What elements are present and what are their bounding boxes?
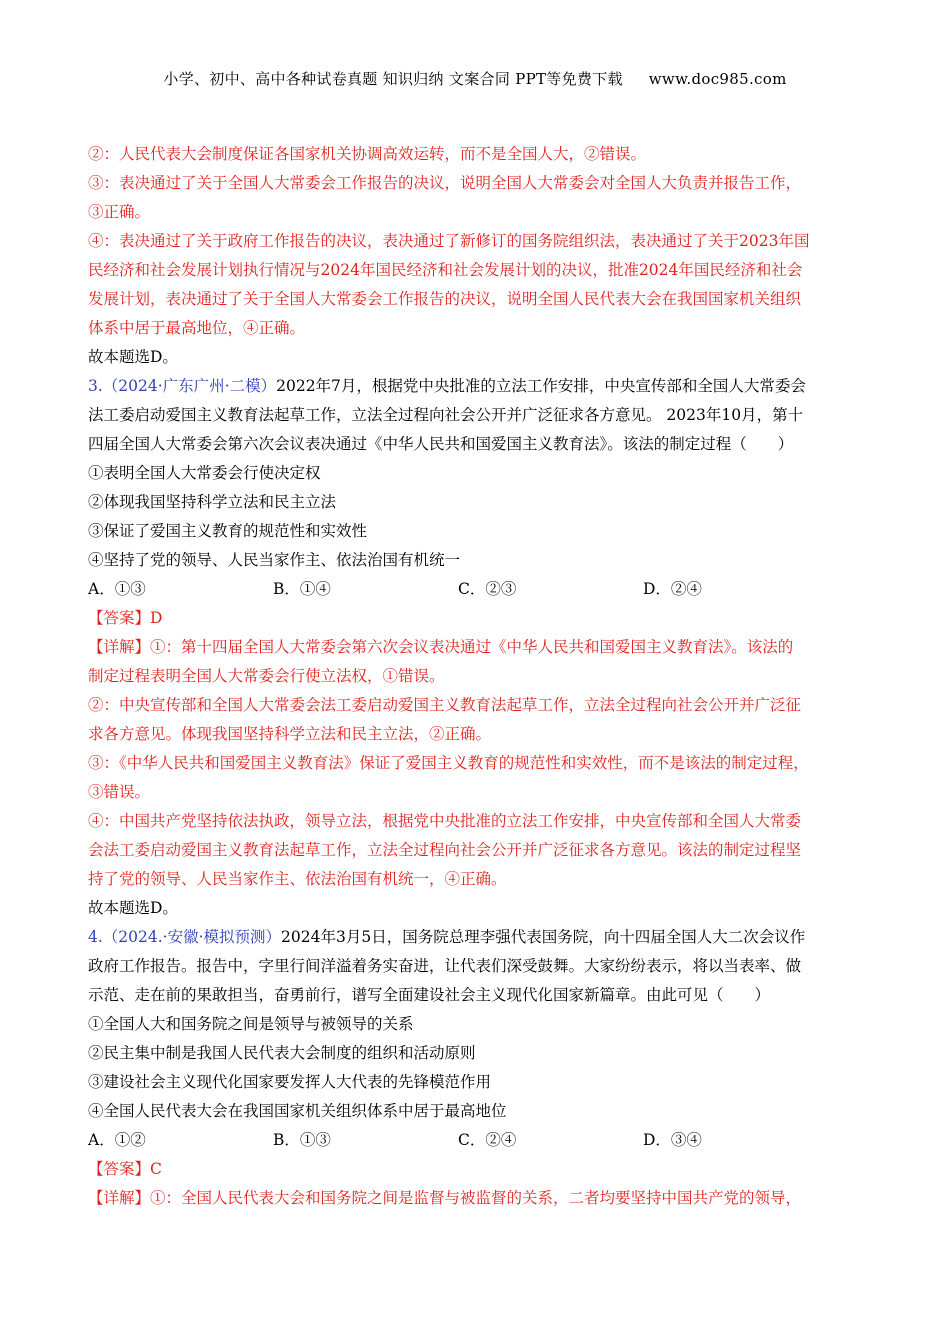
document-content [88, 140, 868, 1213]
option-d[interactable]: D．③④ [643, 1131, 702, 1149]
statement-item: ②民主集中制是我国人民代表大会制度的组织和活动原则 [88, 1044, 476, 1062]
question-stem-line: 示范、走在前的果敢担当，奋勇前行，谱写全面建设社会主义现代化国家新篇章。由此可见（ ） [88, 986, 771, 1004]
question-source: （2024.·安徽·模拟预测） [102, 928, 282, 946]
detail-text: ①：第十四届全国人大常委会第六次会议表决通过《中华人民共和国爱国主义教育法》。该法的 [150, 638, 794, 656]
detail-first-line [88, 633, 868, 662]
explanation-line: ④：表决通过了关于政府工作报告的决议，表决通过了新修订的国务院组织法，表决通过了关于2023年国 [88, 232, 810, 250]
explanation-line: ③正确。 [88, 203, 151, 221]
answer-label: 【答案】 [88, 1160, 151, 1178]
question-number: 3. [88, 377, 103, 395]
answer-label: 【答案】 [88, 609, 151, 627]
question-3 [88, 372, 868, 923]
option-a[interactable]: A．①② [88, 1131, 146, 1149]
detail-text: ①：全国人民代表大会和国务院之间是监督与被监督的关系，二者均要坚持中国共产党的领导， [150, 1189, 802, 1207]
statement-item: ③保证了爱国主义教育的规范性和实效性 [88, 522, 368, 540]
question-stem-line: 政府工作报告。报告中，字里行间洋溢着务实奋进，让代表们深受鼓舞。大家纷纷表示，将以当表率、做 [88, 957, 802, 975]
question-stem-line: 四届全国人大常委会第六次会议表决通过《中华人民共和国爱国主义教育法》。该法的制定过程（ ） [88, 435, 794, 453]
explanation-line: ③：表决通过了关于全国人大常委会工作报告的决议，说明全国人大常委会对全国人大负责并报告工作， [88, 174, 802, 192]
detail-line: ②：中央宣传部和全国人大常委会法工委启动爱国主义教育法起草工作，立法全过程向社会公开并广泛征 [88, 696, 802, 714]
question-number: 4. [88, 928, 103, 946]
detail-line: 制定过程表明全国人大常委会行使立法权，①错误。 [88, 667, 445, 685]
statement-item: ②体现我国坚持科学立法和民主立法 [88, 493, 337, 511]
statement-item: ④全国人民代表大会在我国国家机关组织体系中居于最高地位 [88, 1102, 507, 1120]
answer-options [88, 1126, 868, 1155]
question-stem-line: 法工委启动爱国主义教育法起草工作，立法全过程向社会公开并广泛征求各方意见。 2023年10月，第十 [88, 406, 804, 424]
option-c[interactable]: C．②④ [458, 1131, 517, 1149]
q2-conclusion: 故本题选D。 [88, 348, 178, 366]
explanation-line: 体系中居于最高地位，④正确。 [88, 319, 306, 337]
answer-value: C [150, 1160, 162, 1178]
option-d[interactable]: D．②④ [643, 580, 702, 598]
detail-line: ③错误。 [88, 783, 151, 801]
answer-line [88, 604, 868, 633]
detail-first-line [88, 1184, 868, 1213]
detail-line: 求各方意见。体现我国坚持科学立法和民主立法，②正确。 [88, 725, 492, 743]
question-stem: 2024年3月5日，国务院总理李强代表国务院，向十四届全国人大二次会议作 [281, 928, 806, 946]
explanation-line: 发展计划，表决通过了关于全国人大常委会工作报告的决议，说明全国人民代表大会在我国国家机关组织 [88, 290, 802, 308]
q2-explanation [88, 140, 868, 343]
header-url[interactable]: www.doc985.com [648, 70, 787, 88]
question-stem: 2022年7月，根据党中央批准的立法工作安排，中央宣传部和全国人大常委会 [276, 377, 806, 395]
statement-item: ④坚持了党的领导、人民当家作主、依法治国有机统一 [88, 551, 461, 569]
answer-value: D [150, 609, 163, 627]
explanation-line: ②：人民代表大会制度保证各国家机关协调高效运转，而不是全国人大，②错误。 [88, 145, 647, 163]
option-b[interactable]: B．①④ [273, 580, 331, 598]
detail-line: 持了党的领导、人民当家作主、依法治国有机统一，④正确。 [88, 870, 507, 888]
detail-line: ③：《中华人民共和国爱国主义教育法》保证了爱国主义教育的规范性和实效性，而不是该法的制定过程， [88, 754, 809, 772]
answer-options [88, 575, 868, 604]
statement-item: ①全国人大和国务院之间是领导与被领导的关系 [88, 1015, 414, 1033]
detail-label: 【详解】 [88, 638, 151, 656]
option-b[interactable]: B．①③ [273, 1131, 331, 1149]
q3-conclusion: 故本题选D。 [88, 899, 178, 917]
question-source: （2024·广东广州·二模） [102, 377, 277, 395]
statement-item: ③建设社会主义现代化国家要发挥人大代表的先锋模范作用 [88, 1073, 492, 1091]
detail-line: 会法工委启动爱国主义教育法起草工作，立法全过程向社会公开并广泛征求各方意见。该法的制定过程坚 [88, 841, 802, 859]
answer-line [88, 1155, 868, 1184]
statement-item: ①表明全国人大常委会行使决定权 [88, 464, 321, 482]
page-header [0, 68, 950, 89]
question-4 [88, 923, 868, 1213]
explanation-line: 民经济和社会发展计划执行情况与2024年国民经济和社会发展计划的决议，批准2024年国民经济和社会 [88, 261, 803, 279]
option-a[interactable]: A．①③ [88, 580, 146, 598]
header-text: 小学、初中、高中各种试卷真题 知识归纳 文案合同 PPT等免费下载 [163, 70, 623, 88]
detail-line: ④：中国共产党坚持依法执政，领导立法，根据党中央批准的立法工作安排，中央宣传部和全国人大常委 [88, 812, 802, 830]
detail-label: 【详解】 [88, 1189, 151, 1207]
option-c[interactable]: C．②③ [458, 580, 517, 598]
